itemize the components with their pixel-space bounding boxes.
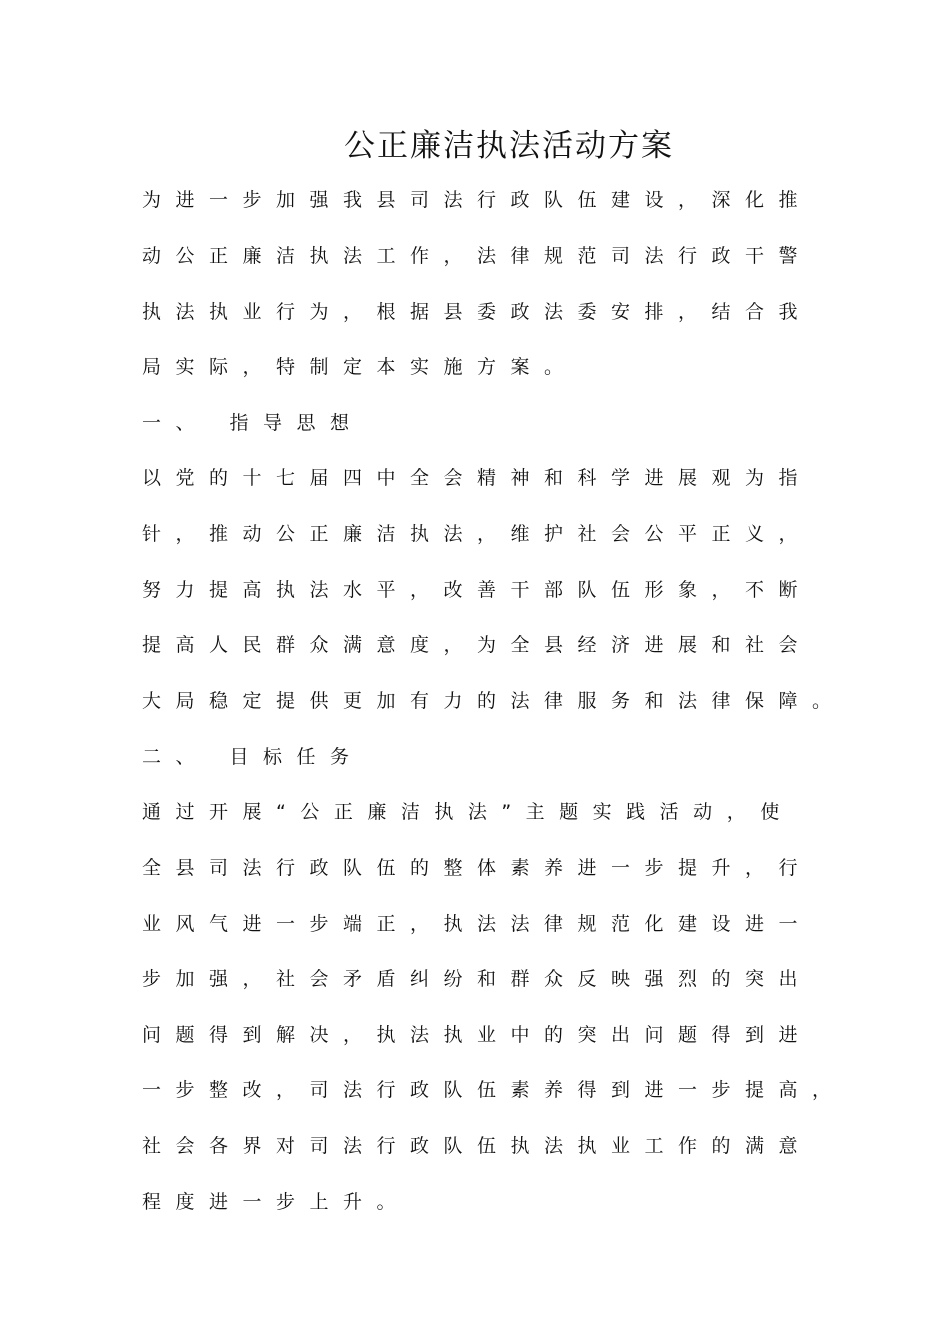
- paragraph-line: 局实际，特制定本实施方案。: [142, 356, 578, 378]
- section-heading: 二、 目标任务: [142, 746, 364, 768]
- paragraph-line: 业风气进一步端正，执法法律规范化建设进一: [142, 913, 813, 935]
- section-heading: 一、 指导思想: [142, 412, 364, 434]
- paragraph-line: 执法执业行为，根据县委政法委安排，结合我: [142, 301, 813, 323]
- paragraph-line: 为进一步加强我县司法行政队伍建设，深化推: [142, 189, 813, 211]
- paragraph-line: 步加强，社会矛盾纠纷和群众反映强烈的突出: [142, 968, 813, 990]
- paragraph-line: 大局稳定提供更加有力的法律服务和法律保障。: [142, 690, 846, 712]
- paragraph-line: 社会各界对司法行政队伍执法执业工作的满意: [142, 1135, 813, 1157]
- paragraph-line: 通过开展“公正廉洁执法”主题实践活动，使: [142, 801, 794, 823]
- paragraph-line: 提高人民群众满意度，为全县经济进展和社会: [142, 634, 813, 656]
- document-title: 公正廉洁执法活动方案: [344, 128, 674, 164]
- paragraph-line: 程度进一步上升。: [142, 1191, 411, 1213]
- paragraph-line: 努力提高执法水平，改善干部队伍形象，不断: [142, 579, 813, 601]
- paragraph-line: 针，推动公正廉洁执法，维护社会公平正义，: [142, 523, 813, 545]
- paragraph-line: 问题得到解决，执法执业中的突出问题得到进: [142, 1024, 813, 1046]
- paragraph-line: 动公正廉洁执法工作，法律规范司法行政干警: [142, 245, 813, 267]
- paragraph-line: 一步整改，司法行政队伍素养得到进一步提高，: [142, 1079, 846, 1101]
- paragraph-line: 以党的十七届四中全会精神和科学进展观为指: [142, 467, 813, 489]
- paragraph-line: 全县司法行政队伍的整体素养进一步提升，行: [142, 857, 813, 879]
